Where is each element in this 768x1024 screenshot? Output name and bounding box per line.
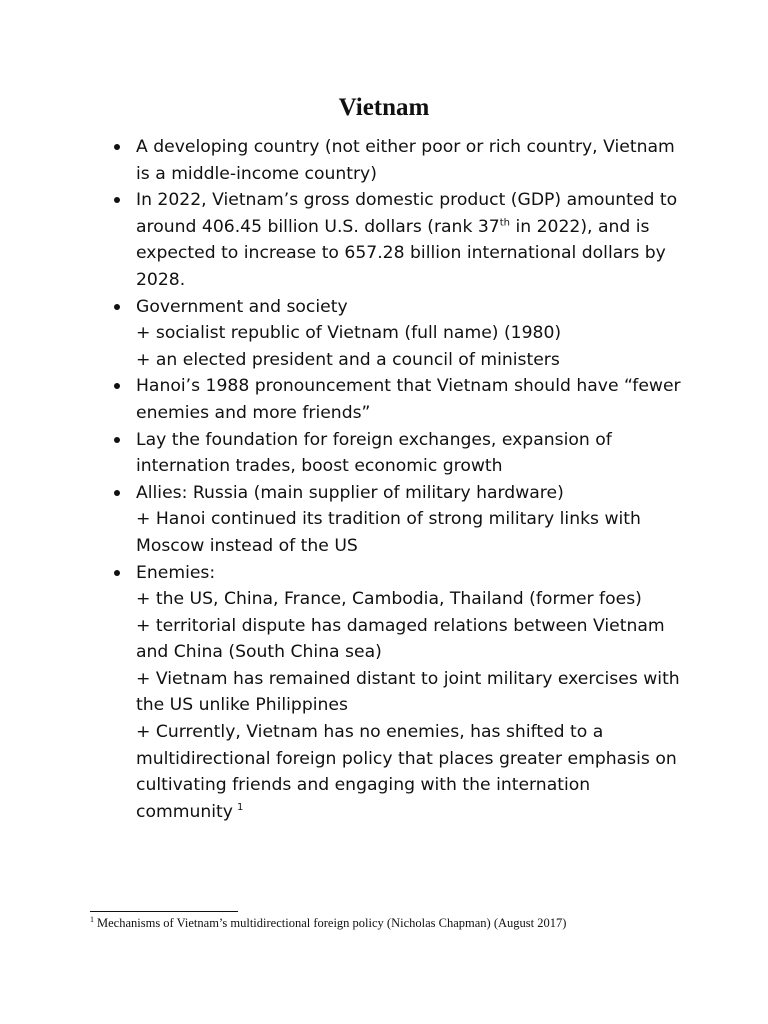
bullet-text: [136, 187, 692, 293]
bullet-icon: [114, 197, 120, 203]
sub-point: + Hanoi continued its tradition of strong military links with Moscow instead of the US: [136, 509, 641, 556]
list-item: [112, 134, 692, 187]
bullet-icon: [114, 437, 120, 443]
ordinal-superscript: th: [499, 217, 511, 229]
footnote-number: 1: [90, 914, 94, 924]
list-item: [112, 373, 692, 426]
gdp-text-start: In 2022, Vietnam’s gross domestic product (GDP) amounted to around 406.45 billion U.S. dollars (rank 37: [136, 190, 678, 237]
list-item: [112, 294, 692, 374]
bullet-list: [112, 134, 692, 825]
sub-point: [136, 719, 692, 825]
bullet-icon: [114, 304, 120, 310]
footnote: [90, 915, 710, 931]
list-item: [112, 480, 692, 560]
bullet-icon: [114, 490, 120, 496]
bullet-text: Government and society: [136, 296, 348, 317]
sub-point: + Vietnam has remained distant to joint military exercises with the US unlike Philippines: [136, 668, 680, 716]
bullet-text: Lay the foundation for foreign exchanges, expansion of internation trades, boost economic growth: [136, 429, 612, 477]
footnote-separator: [90, 911, 238, 912]
sub-point: + the US, China, France, Cambodia, Thailand (former foes): [136, 589, 642, 610]
sub-point: + territorial dispute has damaged relations between Vietnam and China (South China sea): [136, 615, 665, 663]
list-item: [112, 187, 692, 293]
bullet-text: Allies: Russia (main supplier of military hardware): [136, 482, 564, 503]
sub-point: + socialist republic of Vietnam (full name) (1980): [136, 323, 562, 344]
sub-point-text: + Currently, Vietnam has no enemies, has shifted to a multidirectional foreign policy that places greater emphasis on cultivating friends and engaging with the internation community: [136, 722, 677, 822]
sub-point: + an elected president and a council of ministers: [136, 349, 560, 370]
list-item: [112, 427, 692, 480]
bullet-text: A developing country (not either poor or rich country, Vietnam is a middle-income country): [136, 137, 675, 184]
footnote-text: Mechanisms of Vietnam’s multidirectional foreign policy (Nicholas Chapman) (August 2017): [97, 916, 567, 930]
gdp-text-end: in 2022), and is expected to increase to 657.28 billion international dollars by 2028.: [136, 216, 666, 290]
bullet-icon: [114, 383, 120, 389]
bullet-text: Enemies:: [136, 562, 216, 583]
bullet-icon: [114, 144, 120, 150]
list-item: [112, 560, 692, 826]
page-title: Vietnam: [338, 94, 430, 121]
footnote-reference: 1: [236, 802, 244, 814]
bullet-text: Hanoi’s 1988 pronouncement that Vietnam should have “fewer enemies and more friends”: [136, 376, 681, 423]
bullet-icon: [114, 570, 120, 576]
